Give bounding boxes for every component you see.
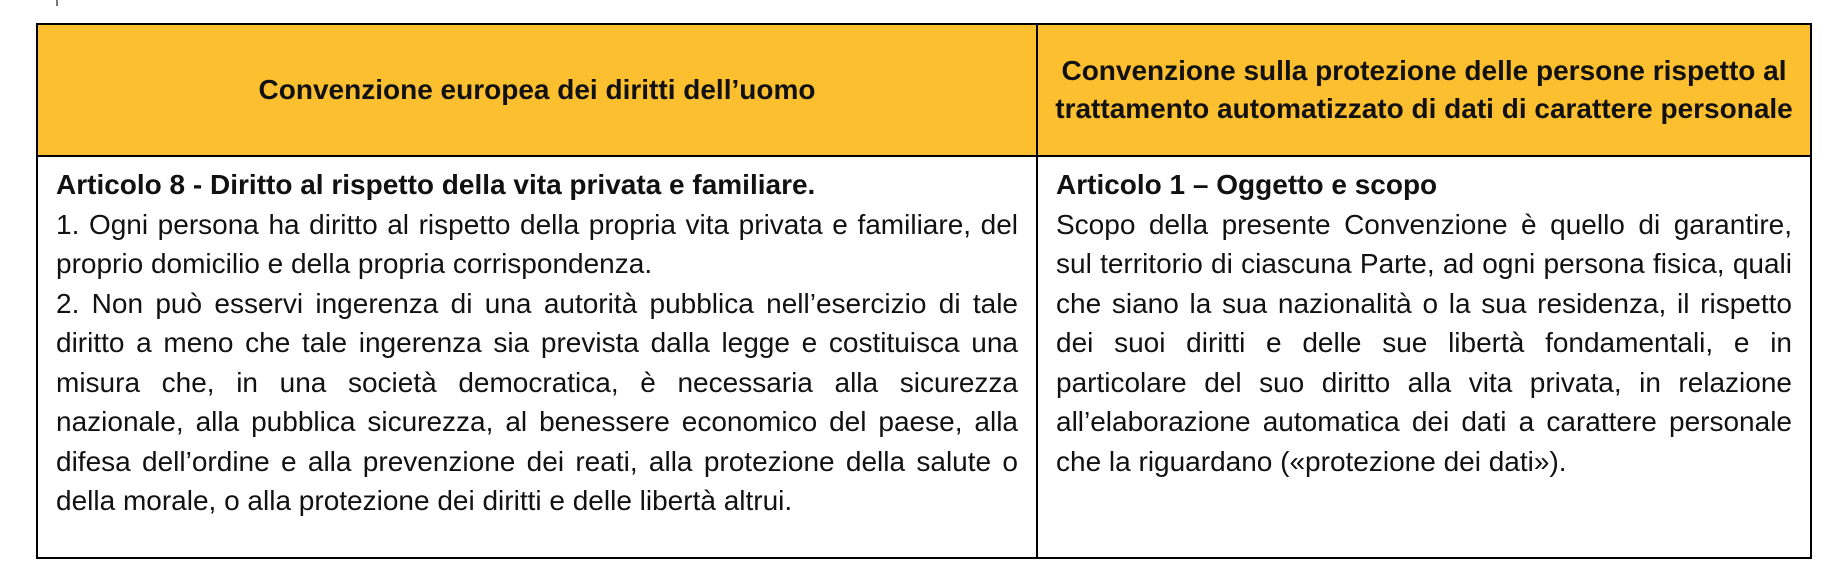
page-edge-mark: [56, 0, 58, 6]
header-echr: Convenzione europea dei diritti dell’uomo: [37, 24, 1037, 156]
cell-article-1: [1037, 156, 1811, 558]
table-header-row: [37, 24, 1811, 156]
article-8-title: Articolo 8 - Diritto al rispetto della vita privata e familiare.: [56, 169, 816, 200]
article-1-title: Articolo 1 – Oggetto e scopo: [1056, 169, 1438, 200]
comparison-table: [36, 23, 1812, 559]
header-convention-108: Convenzione sulla protezione delle persone rispetto al trattamento automatizzato di dati di carattere personale: [1037, 24, 1811, 156]
article-1-paragraph-1: Scopo della presente Convenzione è quello di garantire, sul territorio di ciascuna Parte, ad ogni persona fisica, quali che siano la sua nazionalità o la sua residenza, il rispetto dei suoi diritti e delle sue libertà fondamentali, e in particolare del suo diritto alla vita privata, in relazione all’elaborazione automatica dei dati a carattere personale che la riguardano («protezione dei dati»).: [1056, 208, 1792, 477]
cell-article-8: [37, 156, 1037, 558]
article-8-paragraph-1: 1. Ogni persona ha diritto al rispetto della propria vita privata e familiare, del proprio domicilio e della propria corrispondenza.: [56, 208, 1018, 279]
table-row: [37, 156, 1811, 558]
article-8-paragraph-2: 2. Non può esservi ingerenza di una autorità pubblica nell’esercizio di tale diritto a meno che tale ingerenza sia prevista dalla legge e costituisca una misura che, in una società democratica, è necessaria alla sicurezza nazionale, alla pubblica sicurezza, al benessere economico del paese, alla difesa dell’ordine e alla prevenzione dei reati, alla protezione della salute o della morale, o alla protezione dei diritti e delle libertà altrui.: [56, 287, 1018, 516]
